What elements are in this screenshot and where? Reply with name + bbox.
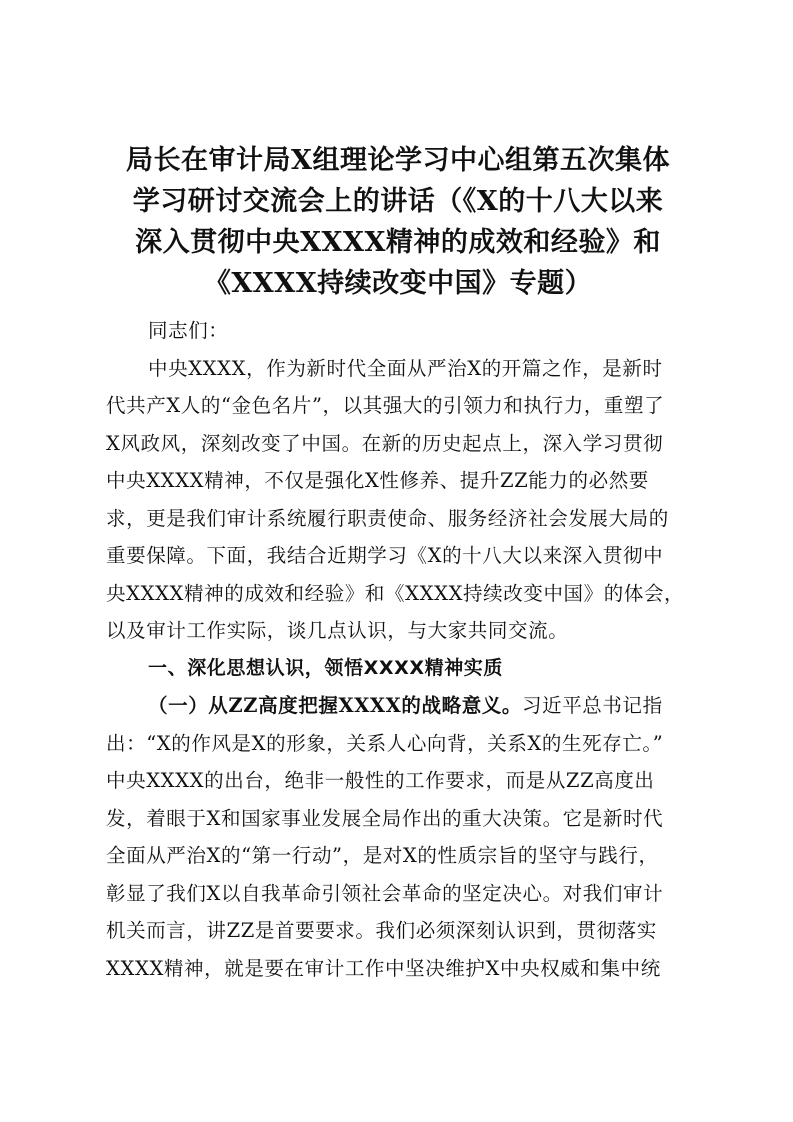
paragraph-line: 央XXXX精神的成效和经验》和《XXXX持续改变中国》的体会，	[106, 581, 685, 605]
document-body	[106, 312, 690, 987]
title-line: 深入贯彻中央XXXX精神的成效和经验》和	[135, 227, 661, 258]
paragraph-intro	[106, 350, 690, 650]
document-title	[104, 140, 692, 304]
paragraph-line: 中央XXXX的出台，绝非一般性的工作要求，而是从ZZ高度出	[106, 769, 655, 792]
paragraph-line: 全面从严治X的“第一行动”，是对X的性质宗旨的坚守与践行，	[106, 844, 659, 867]
paragraph-section1	[106, 687, 690, 987]
paragraph-line: 以及审计工作实际，谈几点认识，与大家共同交流。	[106, 619, 569, 642]
title-line: 《XXXX持续改变中国》专题）	[203, 268, 593, 299]
paragraph-line: 代共产X人的“金色名片”，以其强大的引领力和执行力，重塑了	[106, 394, 665, 417]
paragraph-line: X风政风，深刻改变了中国。在新的历史起点上，深入学习贯彻	[106, 431, 664, 455]
salutation: 同志们：	[148, 319, 229, 342]
title-line: 学习研讨交流会上的讲话（《X的十八大以来	[132, 186, 664, 217]
paragraph-line: 重要保障。下面，我结合近期学习《X的十八大以来深入贯彻中	[106, 544, 664, 567]
paragraph-line: 彰显了我们X以自我革命引领社会革命的坚定决心。对我们审计	[106, 881, 664, 905]
subsection-heading: （一）从ZZ高度把握XXXX的战略意义。	[148, 694, 522, 717]
paragraph-line	[106, 687, 690, 725]
paragraph-line: XXXX精神，就是要在审计工作中坚决维护X中央权威和集中统	[106, 956, 661, 980]
section-heading: 一、深化思想认识，领悟XXXX精神实质	[148, 656, 503, 679]
paragraph-line: 机关而言，讲ZZ是首要要求。我们必须深刻认识到，贯彻落实	[106, 919, 657, 942]
paragraph-line: 中央XXXX精神，不仅是强化X性修养、提升ZZ能力的必然要	[106, 469, 649, 492]
paragraph-line-text: 习近平总书记指	[522, 694, 663, 717]
paragraph-line: 出：“X的作风是X的形象，关系人心向背，关系X的生死存亡。”	[106, 731, 664, 755]
paragraph-line: 求，更是我们审计系统履行职责使命、服务经济社会发展大局的	[106, 506, 669, 530]
paragraph-line: 发，着眼于X和国家事业发展全局作出的重大决策。它是新时代	[106, 806, 664, 830]
paragraph-line: 中央XXXX，作为新时代全面从严治X的开篇之作，是新时	[148, 356, 663, 380]
title-line: 局长在审计局X组理论学习中心组第五次集体	[126, 145, 670, 176]
